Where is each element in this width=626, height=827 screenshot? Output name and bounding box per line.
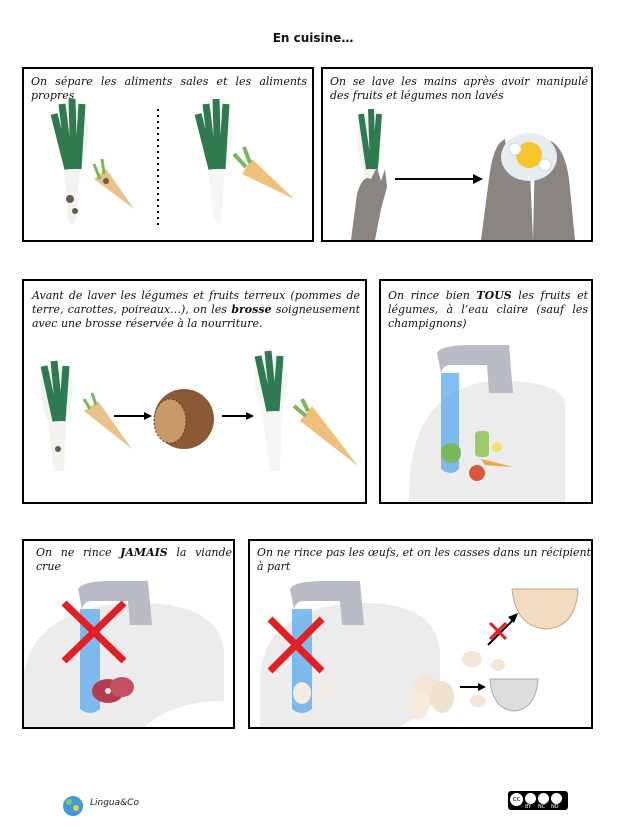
- panel-separate-foods: [22, 67, 314, 242]
- arrow-head-icon: [473, 174, 483, 184]
- caption-text: On rince bien: [388, 289, 477, 302]
- nc-icon: [538, 793, 549, 804]
- panel-meat: [22, 539, 235, 729]
- panel-illustration: [381, 281, 591, 502]
- clean-carrot-icon: [294, 399, 358, 466]
- sink-icon: [24, 603, 224, 727]
- lingua-co-logo-icon: [62, 795, 84, 817]
- by-icon: [525, 793, 536, 804]
- panel-caption: On sépare les aliments sales et les aliments propres: [31, 75, 307, 102]
- brand-name: Lingua&Co: [90, 798, 139, 808]
- panel-eggs: [248, 539, 593, 729]
- bowl-icon: [512, 589, 578, 629]
- panel-caption: On se lave les mains après avoir manipulé des fruits et légumes non lavés: [330, 75, 588, 102]
- dirty-carrot-icon: [94, 159, 134, 209]
- clean-leek-icon: [255, 351, 288, 471]
- caption-emphasis: JAMAIS: [120, 546, 168, 559]
- dirty-carrot-icon: [84, 393, 132, 449]
- caption-text: soigneusement avec une brosse réservée à la nourriture.: [32, 303, 360, 330]
- caption-text: Avant de laver les légumes et fruits terreux (pommes de terre, carottes, poireaux…), on les: [32, 289, 360, 316]
- panel-brush-vegetables: [22, 279, 367, 504]
- license-label-nc: NC: [538, 804, 546, 810]
- panel-illustration: [323, 69, 591, 240]
- panel-illustration: [24, 281, 365, 502]
- clean-carrot-icon: [234, 147, 294, 199]
- panel-illustration: [24, 69, 312, 240]
- brush-potato-icon: [154, 389, 214, 449]
- caption-text: la viande crue: [36, 546, 233, 573]
- caption-emphasis: TOUS: [476, 289, 512, 302]
- arrow-head-icon: [144, 412, 152, 420]
- panel-rinse-vegetables: [379, 279, 593, 504]
- cc-license-badge: [508, 791, 568, 810]
- license-label-nd: ND: [551, 804, 559, 810]
- panel-caption: On ne rince pas les œufs, et on les casses dans un récipient à part: [257, 546, 591, 573]
- washing-hands-icon: [481, 133, 575, 240]
- license-label-by: BY: [525, 804, 532, 810]
- dirty-leek-icon: [54, 99, 88, 224]
- arrow-head-icon: [246, 412, 254, 420]
- arrow-head-icon: [508, 613, 518, 623]
- panel-wash-hands: [321, 67, 593, 242]
- page-title: En cuisine…: [272, 31, 354, 45]
- arrow-head-icon: [478, 683, 486, 691]
- nd-icon: [551, 793, 562, 804]
- caption-text: On ne rince: [36, 546, 121, 559]
- clean-leek-icon: [198, 99, 232, 224]
- forbidden-cross-small-icon: [490, 623, 506, 639]
- dirty-leek-icon: [41, 361, 72, 471]
- small-bowl-icon: [490, 679, 538, 711]
- panel-illustration: [24, 541, 233, 727]
- panel-illustration: [250, 541, 591, 727]
- cc-icon: cc: [510, 793, 523, 806]
- caption-emphasis: brosse: [231, 303, 272, 316]
- caption-text: les fruits et légumes, à l’eau claire (sauf les champignons): [388, 289, 588, 330]
